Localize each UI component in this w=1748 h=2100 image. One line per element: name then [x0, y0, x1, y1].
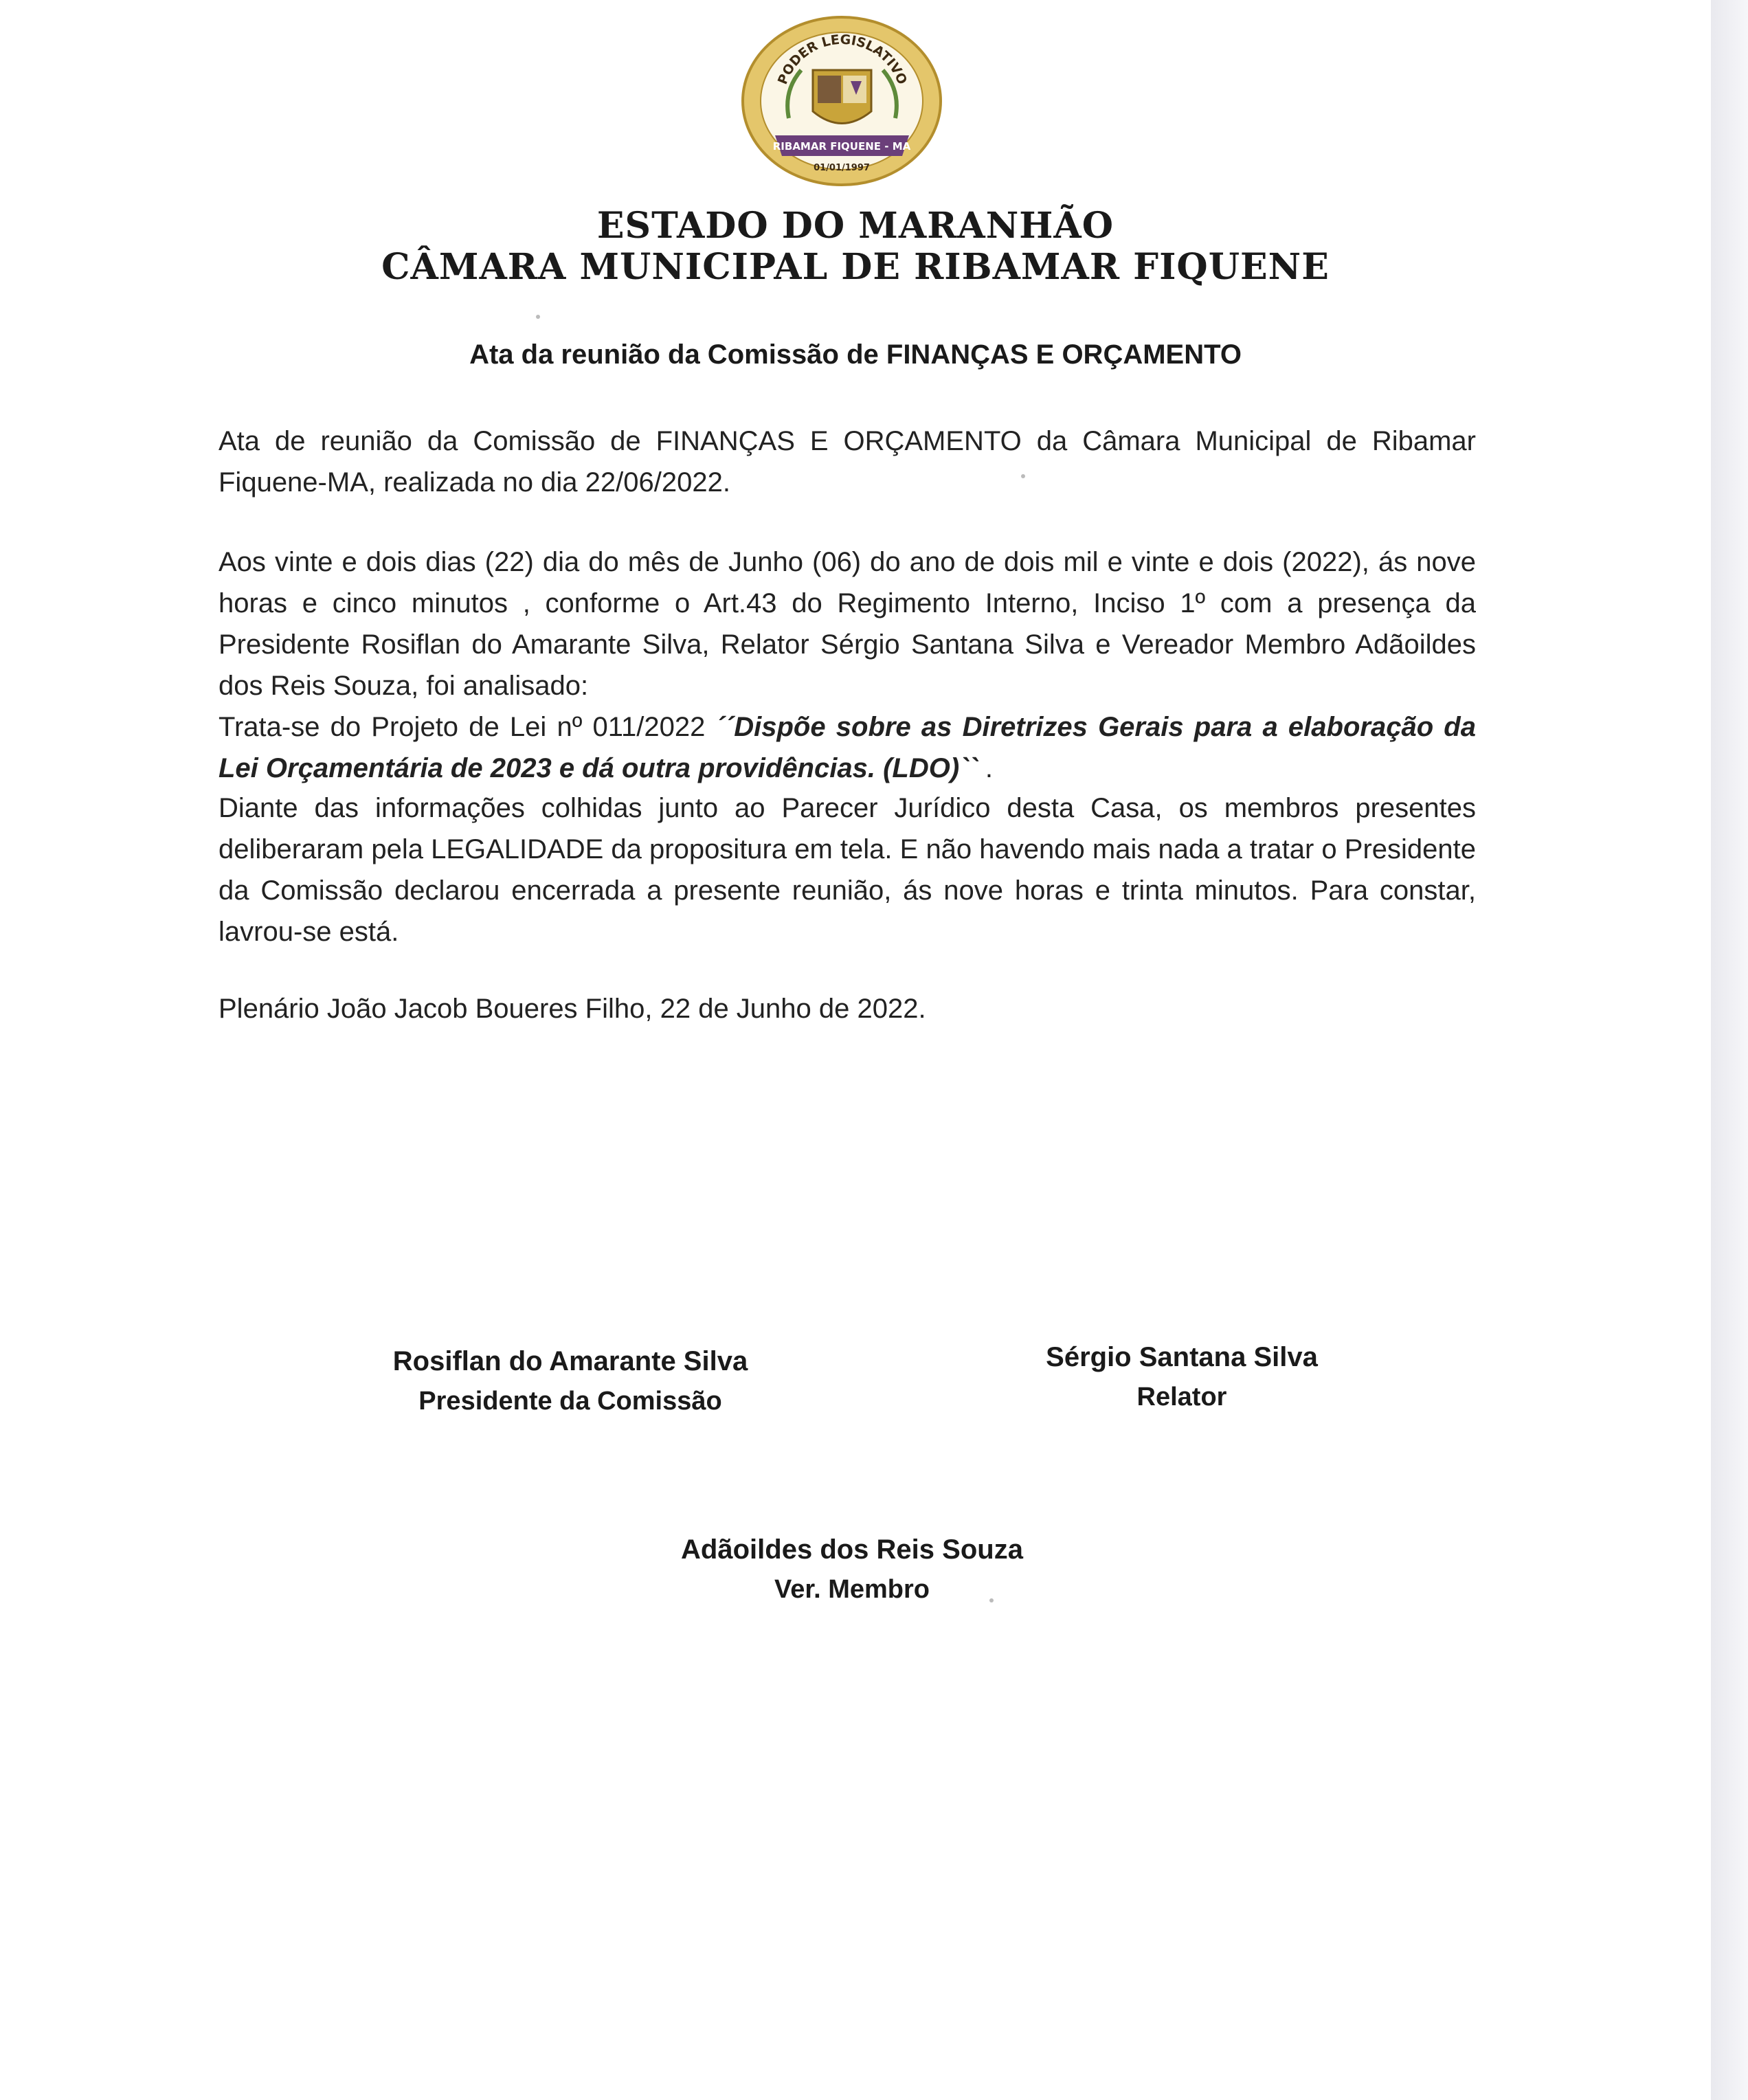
- project-prefix: Trata-se do Projeto de Lei nº 011/2022: [218, 712, 716, 742]
- deliberation-paragraph: Diante das informações colhidas junto ao Parecer Jurídico desta Casa, os membros presentes deliberaram pela LEGALIDADE da propositura em tela. E não havendo mais nada a tratar o Presidente da Comissão declarou encerrada a presente reunião, ás nove horas e trinta minutos. Para constar, lavrou-se está.: [218, 793, 1476, 947]
- svg-text:01/01/1997: 01/01/1997: [814, 163, 870, 173]
- signatory-name: Rosiflan do Amarante Silva: [392, 1346, 748, 1376]
- signatory-role: Presidente da Comissão: [418, 1387, 722, 1416]
- body-paragraph: Aos vinte e dois dias (22) dia do mês de Junho (06) do ano de dois mil e vinte e dois (2022), ás nove horas e cinco minutos , conforme o Art.43 do Regimento Interno, Inciso 1º com a presença da Presidente Rosiflan do Amarante Silva, Relator Sérgio Santana Silva e Vereador Membro Adãoildes dos Reis Souza, foi analisado:: [218, 547, 1476, 701]
- svg-text:RIBAMAR FIQUENE - MA: RIBAMAR FIQUENE - MA: [772, 140, 911, 153]
- scan-margin: [1711, 0, 1748, 2100]
- legislative-seal-logo: [741, 15, 943, 187]
- project-title: ´´Dispõe sobre as Diretrizes Gerais para a elaboração da Lei Orçamentária de 2023 e dá outra providências. (LDO)``: [218, 712, 1476, 783]
- state-heading: ESTADO DO MARANHÃO: [596, 205, 1114, 247]
- document-title: Ata da reunião da Comissão de FINANÇAS E ORÇAMENTO: [469, 339, 1242, 370]
- signature-block-member: [653, 1530, 1051, 1609]
- signatory-name: Sérgio Santana Silva: [1046, 1342, 1318, 1372]
- place-date: Plenário João Jacob Boueres Filho, 22 de Junho de 2022.: [218, 994, 926, 1024]
- signatory-role: Relator: [1136, 1383, 1227, 1411]
- intro-paragraph: Ata de reunião da Comissão de FINANÇAS E ORÇAMENTO da Câmara Municipal de Ribamar Fiquene-MA, realizada no dia 22/06/2022.: [218, 426, 1476, 498]
- scan-speck: [1021, 474, 1025, 478]
- signature-block-rapporteur: [1031, 1337, 1333, 1417]
- signature-block-president: [371, 1341, 770, 1421]
- chamber-heading: CÂMARA MUNICIPAL DE RIBAMAR FIQUENE: [381, 246, 1330, 288]
- scan-speck: [989, 1598, 994, 1602]
- svg-text:PODER LEGISLATIVO: PODER LEGISLATIVO: [774, 32, 910, 87]
- scan-speck: [536, 315, 540, 319]
- project-paragraph: [218, 706, 1476, 789]
- signatory-role: Ver. Membro: [774, 1575, 930, 1604]
- signatory-name: Adãoildes dos Reis Souza: [681, 1534, 1023, 1565]
- project-suffix: .: [977, 753, 994, 783]
